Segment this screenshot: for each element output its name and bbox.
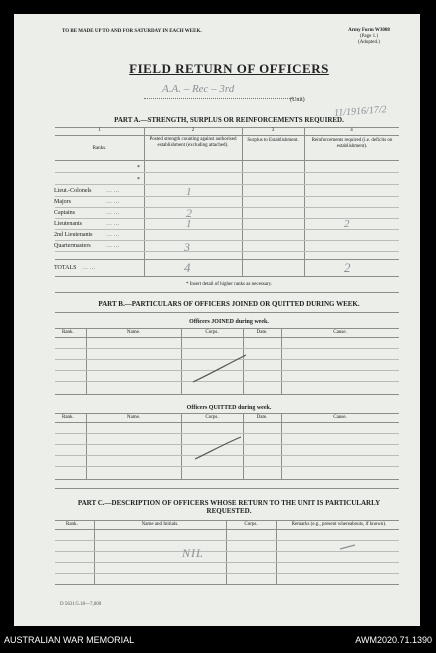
form-page (14, 14, 420, 626)
footer-institution: AUSTRALIAN WAR MEMORIAL (4, 635, 135, 645)
quitted-col-corps: Corps. (205, 415, 219, 420)
quitted-top-rule (55, 413, 399, 414)
part-c-col-corps: Corps. (244, 522, 258, 527)
col-header-posted: Posted strength counting against authorised establishment (excluding attached). (149, 137, 237, 148)
joined-divider (86, 328, 87, 394)
row-rule (55, 196, 399, 197)
posted-value: 2 (186, 206, 192, 220)
rank-label: Majors (54, 199, 71, 205)
row-rule (55, 172, 399, 173)
joined-top-rule (55, 328, 399, 329)
leader-dots: … … (82, 265, 96, 271)
joined-col-name: Name. (126, 330, 141, 335)
col-header-ranks: Ranks. (92, 146, 107, 151)
joined-col-date: Date. (256, 330, 268, 335)
star-mark: * (137, 165, 140, 171)
quitted-header-rule (55, 422, 399, 423)
part-a-divider (304, 127, 305, 277)
handwritten-date: 11/1916/17/2 (333, 104, 387, 119)
quitted-bottom-rule (55, 479, 399, 480)
joined-divider (181, 328, 182, 394)
quitted-divider (281, 413, 282, 479)
part-a-body-rule (55, 160, 399, 161)
joined-col-rank: Rank. (62, 330, 74, 335)
part-c-divider (276, 520, 277, 584)
quitted-col-rank: Rank. (62, 415, 74, 420)
part-c-header-rule (55, 529, 399, 530)
part-a-note: * Insert detail of higher ranks as necessary. (185, 282, 273, 287)
row-rule (55, 348, 399, 349)
part-a-col-number: 3 (271, 128, 275, 133)
joined-header-rule (55, 337, 399, 338)
form-page-number: (Page 1.) (359, 34, 379, 39)
part-c-col-name: Name and Initials. (141, 522, 179, 527)
joined-divider (281, 328, 282, 394)
leader-dots: … … (106, 221, 120, 227)
part-a-bottom-rule (55, 276, 399, 277)
unit-label: (Unit) (290, 97, 305, 103)
reinforcement-value: 2 (344, 218, 350, 230)
part-a-col-number: 2 (191, 128, 195, 133)
row-rule (55, 240, 399, 241)
leader-dots: … … (106, 232, 120, 238)
part-a-title: PART A.—STRENGTH, SURPLUS OR REINFORCEMENTS REQUIRED. (114, 116, 344, 124)
part-c-divider (94, 520, 95, 584)
part-a-divider (242, 127, 243, 277)
row-rule (55, 207, 399, 208)
form-adopted: (Adopted.) (358, 40, 380, 45)
quitted-strikethrough (192, 434, 244, 462)
quitted-col-name: Name. (126, 415, 141, 420)
leader-dots: … … (106, 243, 120, 249)
rank-label: 2nd Lieutenants (54, 232, 93, 238)
rank-label: Captains (54, 210, 75, 216)
quitted-col-cause: Cause. (333, 415, 347, 420)
rank-label: Lieut.-Colonels (54, 188, 92, 194)
instruction-text: TO BE MADE UP TO AND FOR SATURDAY IN EACH WEEK. (62, 29, 202, 34)
posted-value: 1 (186, 186, 192, 198)
joined-bottom-rule (55, 394, 399, 395)
totals-posted: 4 (184, 260, 191, 275)
page-title: FIELD RETURN OF OFFICERS (129, 61, 329, 76)
rank-label: Lieutenants (54, 221, 82, 227)
row-rule (55, 540, 399, 541)
row-rule (55, 573, 399, 574)
footer-accession-number: AWM2020.71.1390 (355, 635, 432, 645)
remarks-pencil-mark (338, 542, 358, 552)
row-rule (55, 251, 399, 252)
part-c-top-rule (55, 488, 399, 489)
handwritten-nil: NIL (182, 546, 204, 560)
col-header-reinforcements: Reinforcements required (i.e. deficits on establishment). (311, 138, 393, 149)
part-a-col-number: 1 (98, 128, 101, 133)
part-c-rule (55, 520, 399, 521)
part-a-header-rule (55, 135, 399, 136)
part-c-bottom-rule (55, 584, 399, 585)
archive-footer (0, 628, 436, 653)
quitted-title: Officers QUITTED during week. (186, 405, 272, 411)
part-c-col-remarks: Remarks (e.g., present whereabouts, if known). (291, 522, 387, 527)
totals-reinforcements: 2 (344, 260, 351, 275)
part-a-end-rule (55, 292, 399, 293)
part-a-divider (144, 127, 145, 277)
row-rule (55, 184, 399, 185)
leader-dots: … … (106, 210, 120, 216)
joined-col-cause: Cause. (333, 330, 347, 335)
handwritten-unit: A.A. – Rec – 3rd (162, 83, 235, 95)
form-number: Army Form W3008 (348, 28, 390, 33)
part-a-col-number: 4 (350, 128, 353, 133)
part-b-rule (55, 312, 399, 313)
rank-label: Quartermasters (54, 243, 91, 249)
totals-label: TOTALS (54, 265, 77, 271)
joined-col-corps: Corps. (205, 330, 219, 335)
joined-strikethrough (190, 352, 250, 386)
printer-line: D 5631/5.18—7,000 (60, 602, 102, 607)
leader-dots: … … (106, 188, 120, 194)
star-mark: * (137, 177, 140, 183)
quitted-divider (181, 413, 182, 479)
quitted-divider (86, 413, 87, 479)
part-c-title-line1: PART C.—DESCRIPTION OF OFFICERS WHOSE RETURN TO THE UNIT IS PARTICULARLY (77, 499, 381, 507)
row-rule (55, 562, 399, 563)
part-b-title: PART B.—PARTICULARS OF OFFICERS JOINED OR QUITTED DURING WEEK. (98, 300, 360, 308)
posted-value: 3 (184, 240, 190, 254)
part-c-title-line2: REQUESTED. (206, 507, 252, 515)
part-c-col-rank: Rank. (66, 522, 78, 527)
leader-dots: … … (106, 199, 120, 205)
posted-value: 1 (186, 218, 192, 230)
joined-title: Officers JOINED during week. (189, 319, 269, 325)
col-header-surplus: Surplus to Establishment. (247, 138, 299, 143)
unit-line (144, 98, 294, 99)
quitted-col-date: Date. (256, 415, 268, 420)
row-rule (55, 466, 399, 467)
part-c-divider (226, 520, 227, 584)
